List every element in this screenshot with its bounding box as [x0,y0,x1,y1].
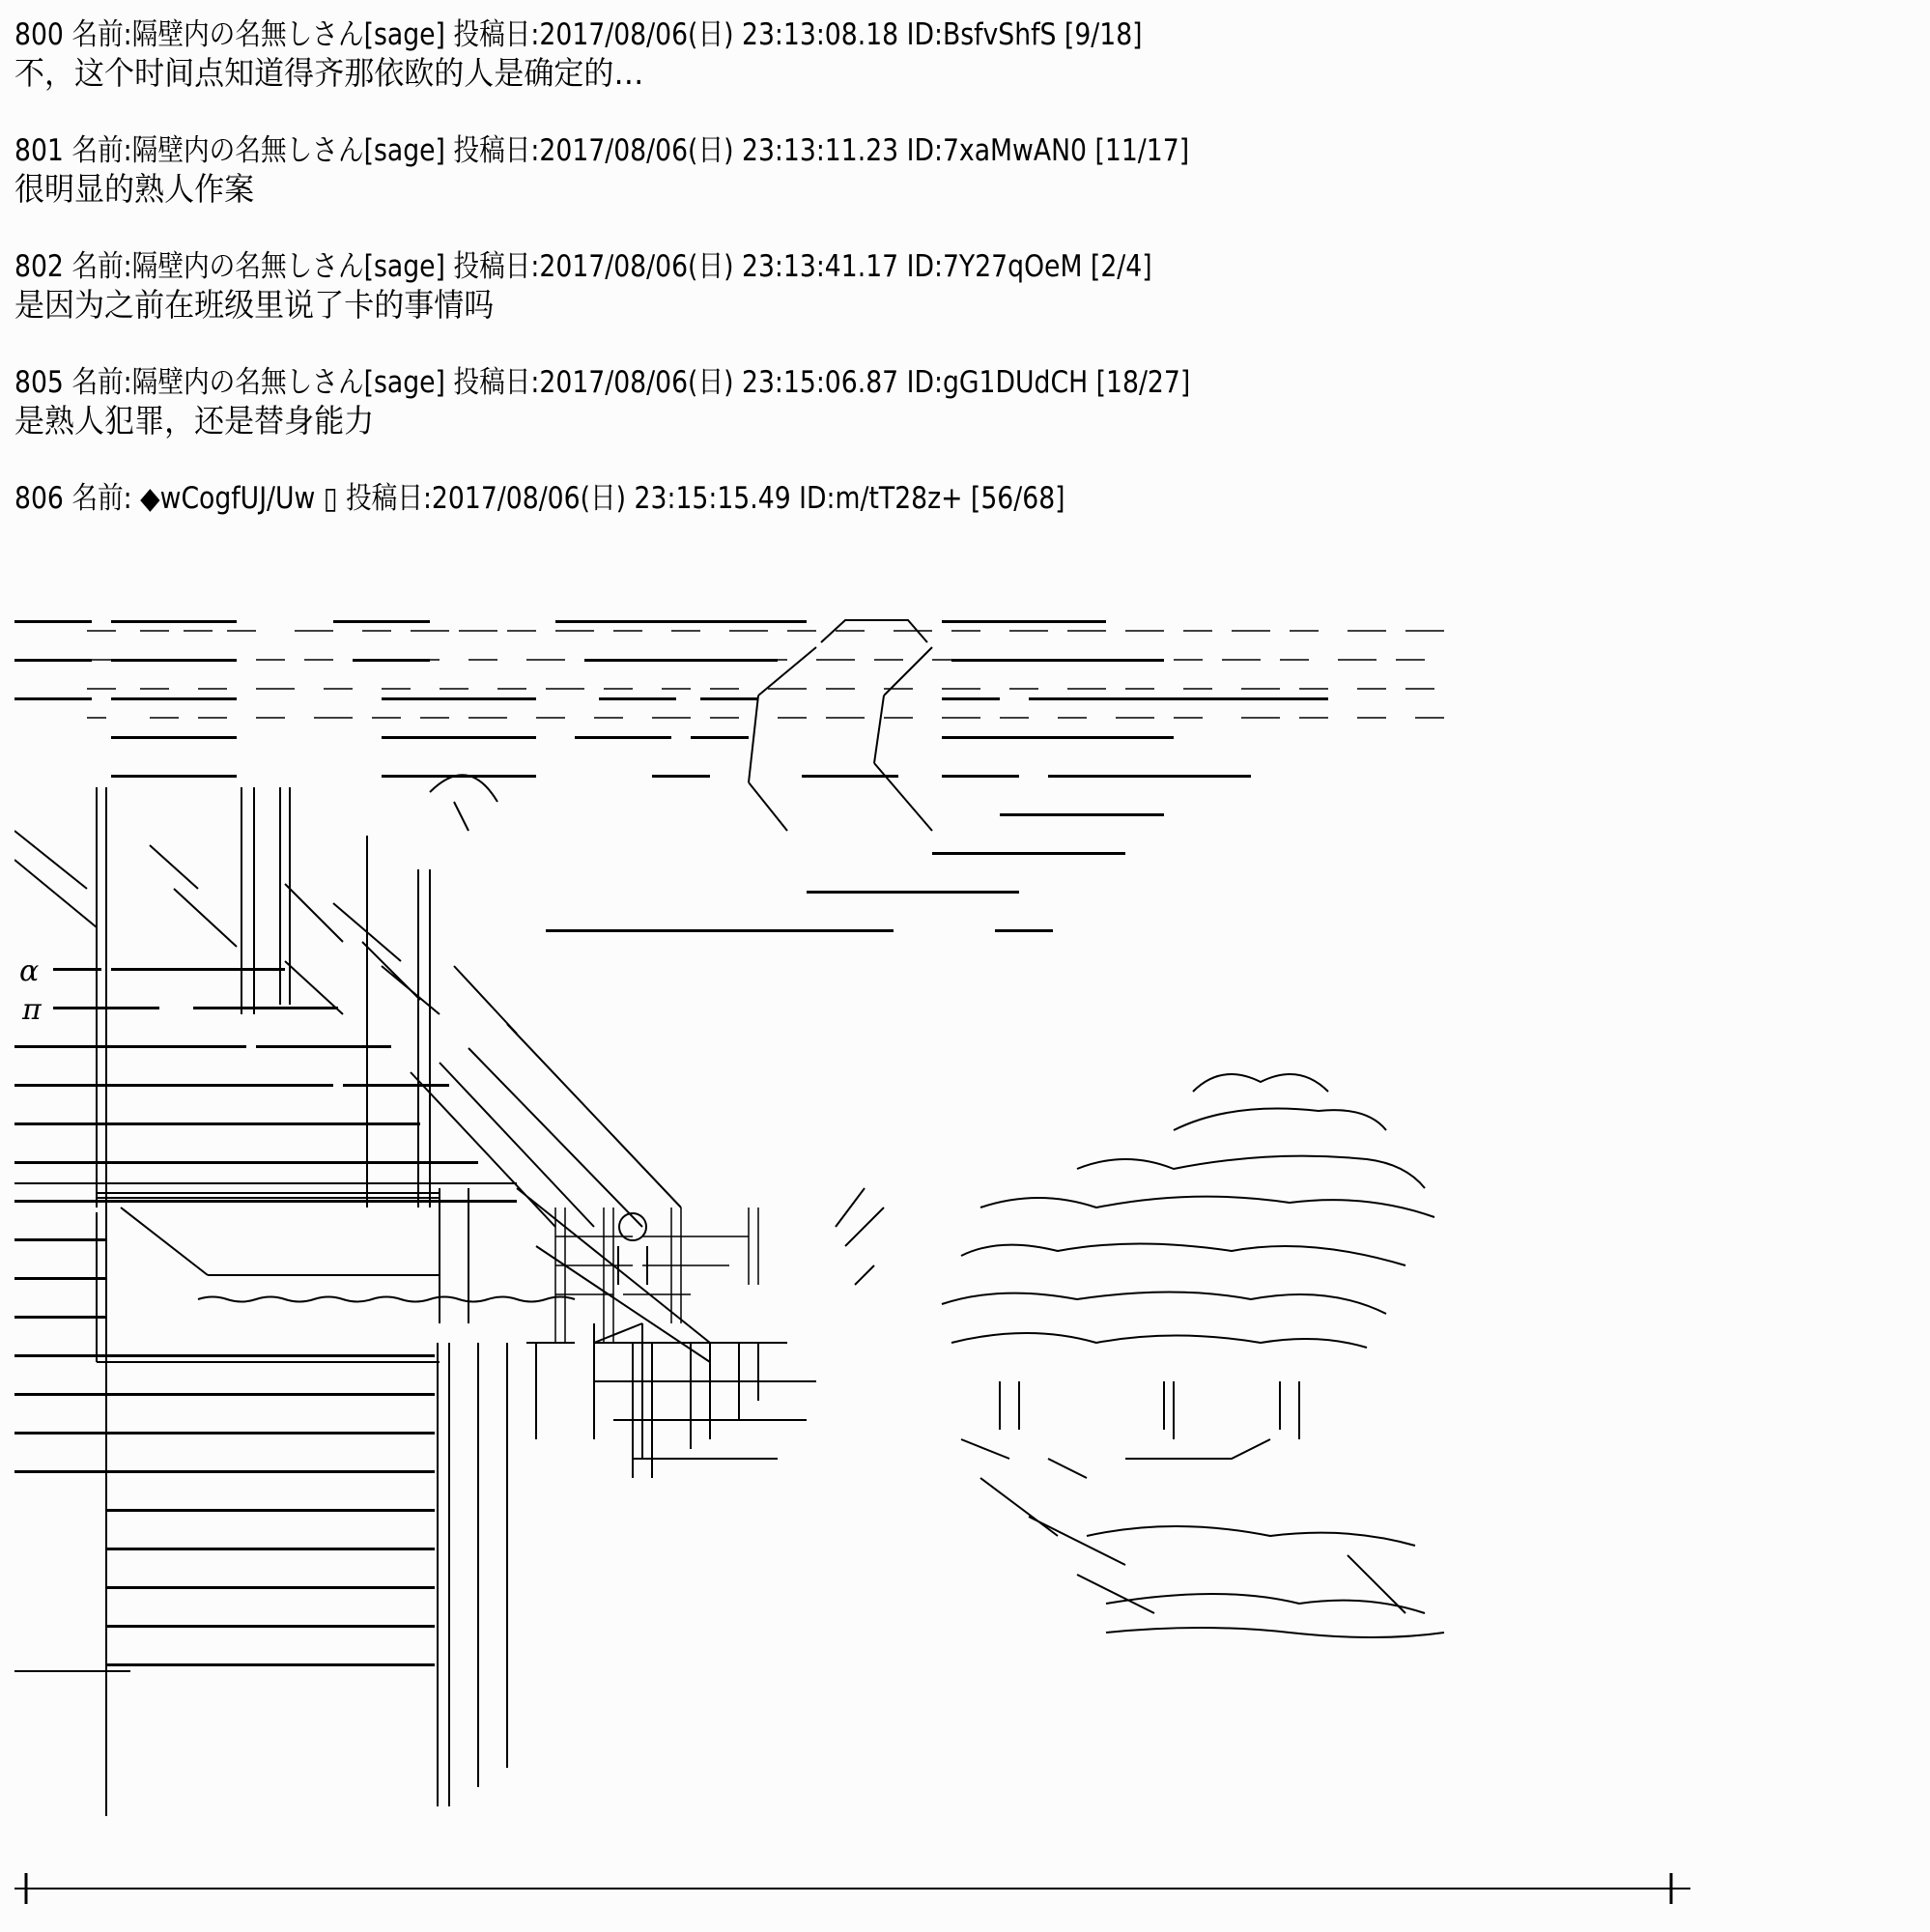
fence-railing [594,1188,884,1478]
post-801 [14,131,1908,209]
post-body: 很明显的熟人作案 [14,170,255,208]
alpha-label: α [19,954,40,988]
post-806 [14,479,1908,518]
ascii-art-scene [14,609,1917,1893]
bush-tree [942,1074,1444,1637]
post-body: 不，这个时间点知道得齐那依欧的人是确定的… [14,54,644,92]
post-header: 805 名前:隔壁内の名無しさん[sage] 投稿日:2017/08/06(日) 23:15:06.87 ID:gG1DUdCH [18/27] [14,365,1191,400]
post-header: 802 名前:隔壁内の名無しさん[sage] 投稿日:2017/08/06(日) 23:13:41.17 ID:7Y27qOeM [2/4] [14,249,1152,284]
wall-bricks [555,1208,758,1343]
horizontal-rule [14,1869,1690,1908]
sky-dashes [87,631,1444,718]
arch-shape [430,620,932,831]
post-800 [14,15,1908,93]
post-805 [14,363,1908,440]
post-header: 801 名前:隔壁内の名無しさん[sage] 投稿日:2017/08/06(日) 23:13:11.23 ID:7xaMwAN0 [11/17] [14,133,1190,168]
pi-label: π [22,993,42,1027]
post-header: 800 名前:隔壁内の名無しさん[sage] 投稿日:2017/08/06(日) 23:13:08.18 ID:BsfvShfS [9/18] [14,17,1143,52]
dot-texture [14,620,1328,1666]
post-802 [14,247,1908,325]
flower-emblem [618,1213,647,1285]
post-body: 是因为之前在班级里说了卡的事情吗 [14,286,495,324]
post-body: 是熟人犯罪，还是替身能力 [14,402,375,440]
post-header: 806 名前: ◆wCogfUJ/Uw ▯ 投稿日:2017/08/06(日) 23:15:15.49 ID:m/tT28z+ [56/68] [14,481,1065,516]
